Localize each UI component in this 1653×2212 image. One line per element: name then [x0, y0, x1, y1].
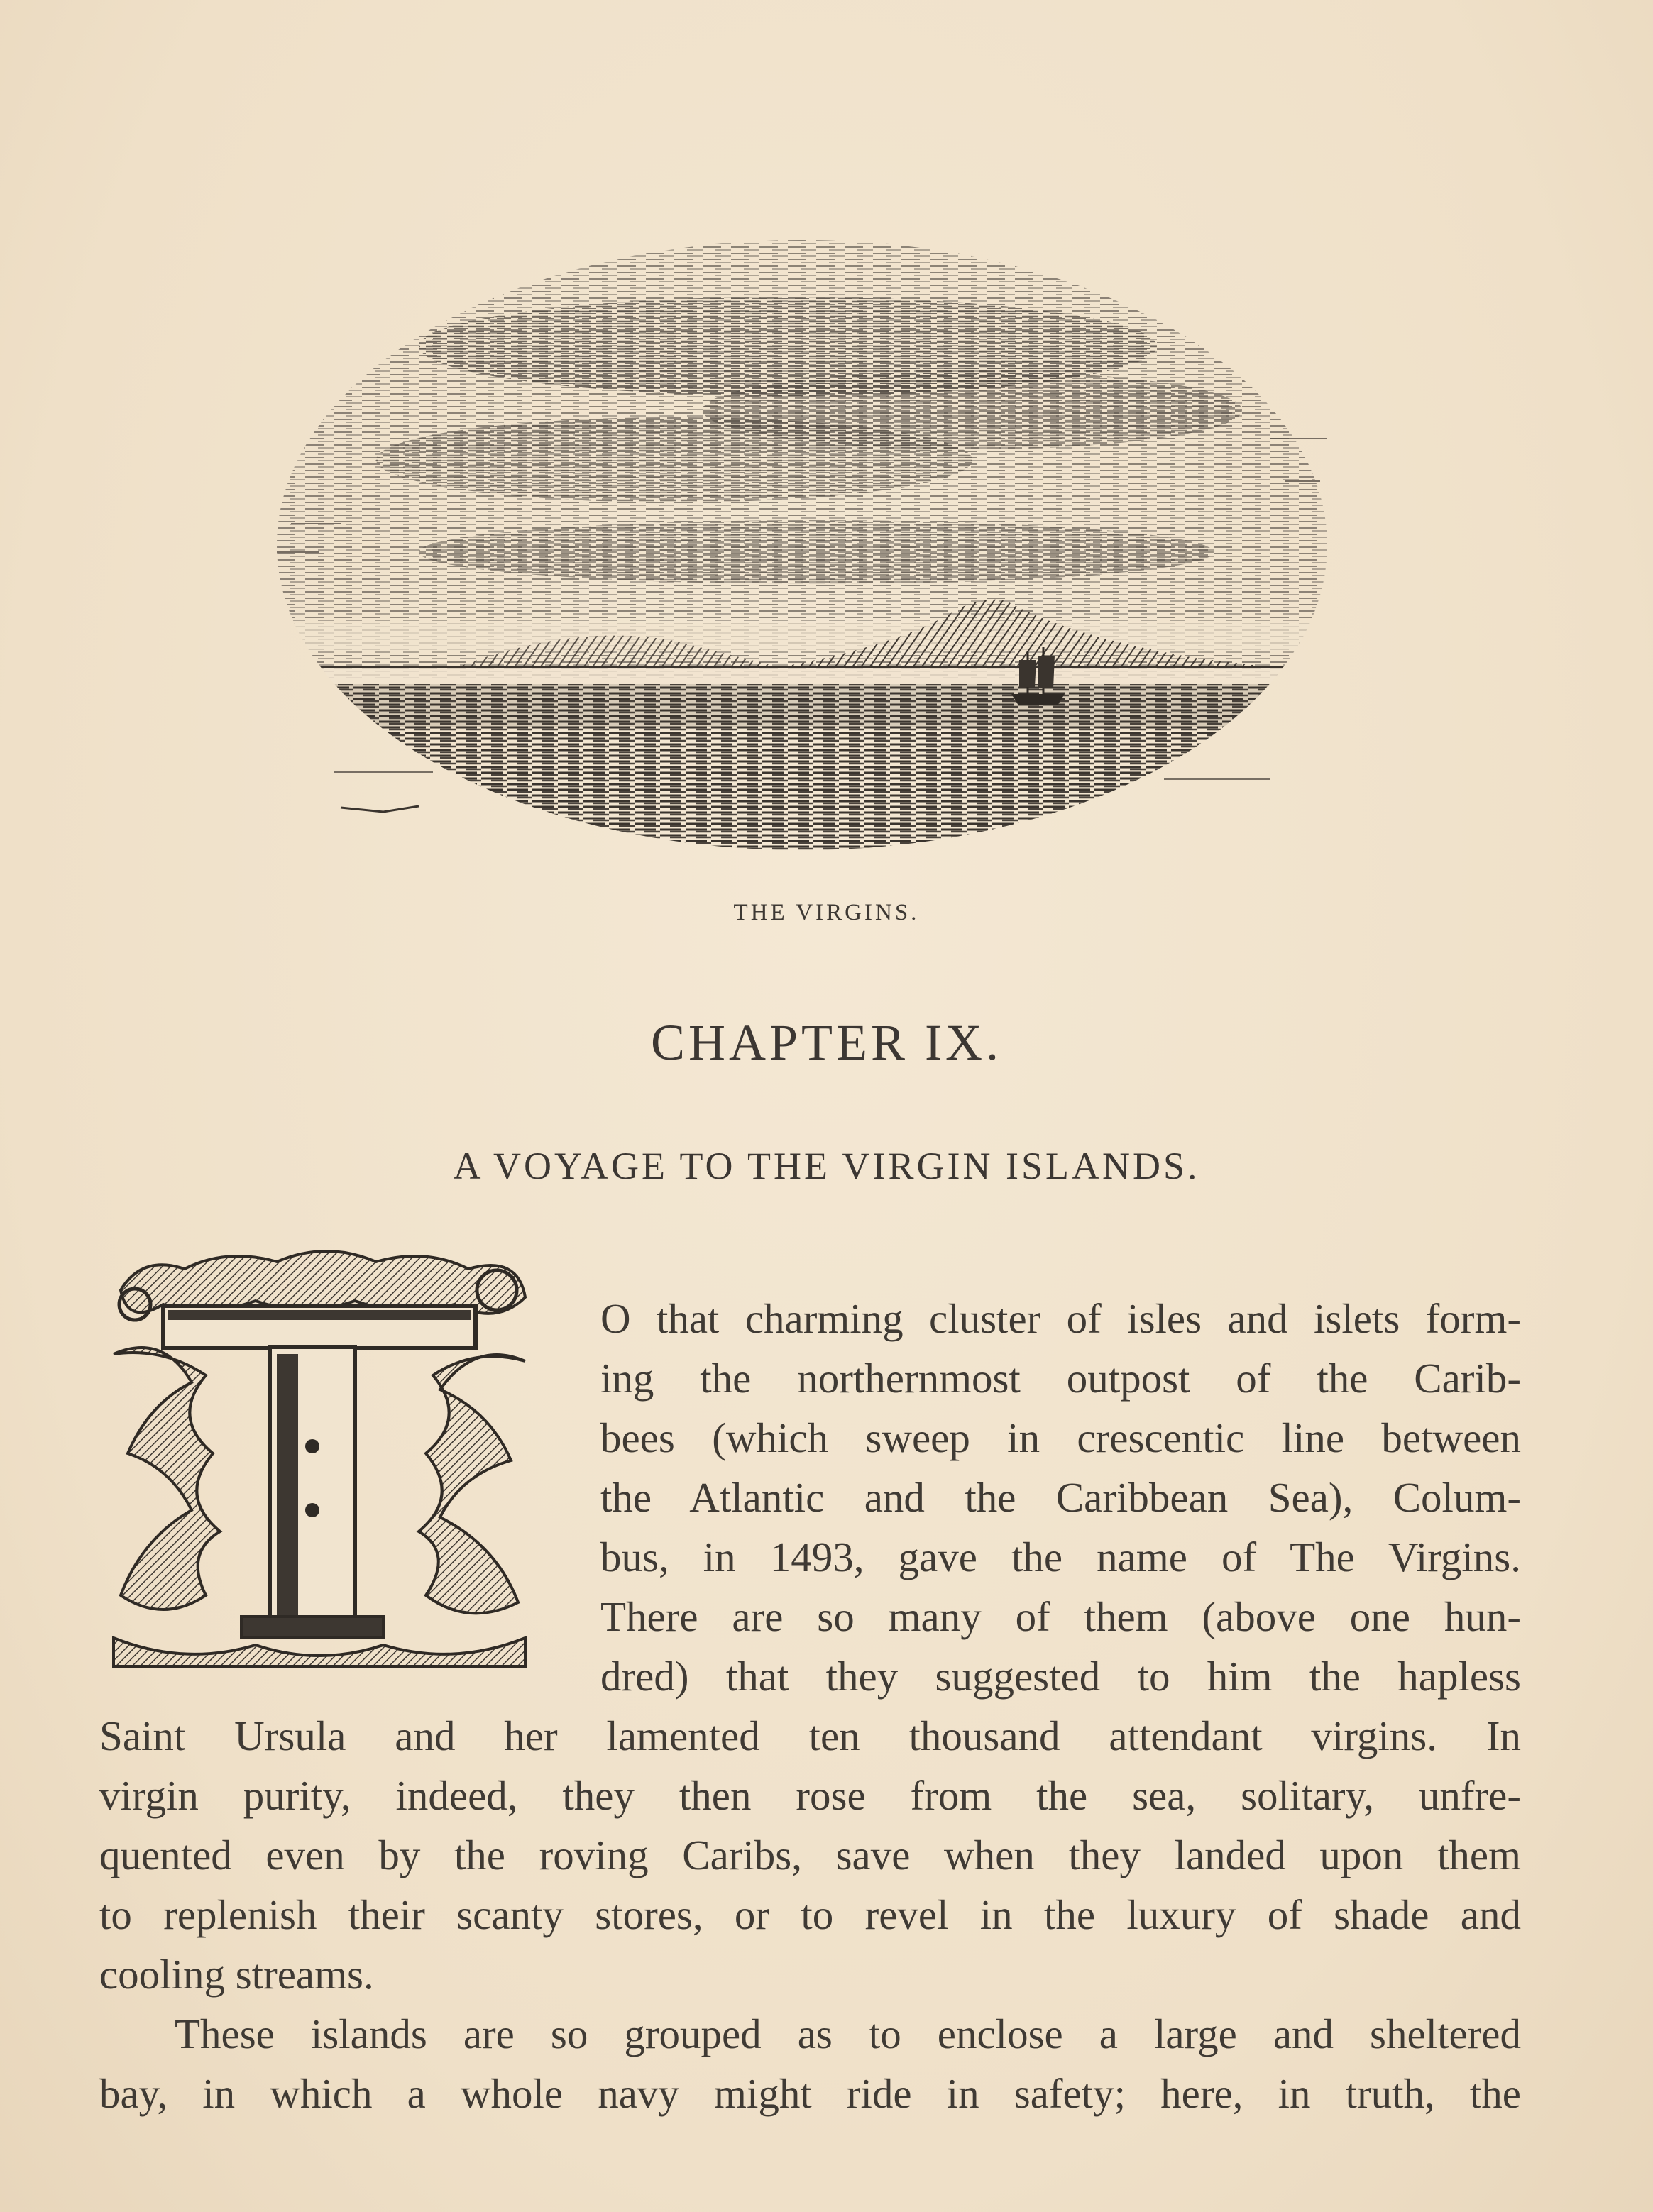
paragraph-1-line-10: quented even by the roving Caribs, save when they landed upon them [99, 1832, 1521, 1878]
paragraph-1-line-9: virgin purity, indeed, they then rose from the sea, solitary, unfre- [99, 1772, 1521, 1819]
paragraph-1-line-1: O that charming cluster of isles and islets form- [600, 1295, 1521, 1342]
chapter-title: A VOYAGE TO THE VIRGIN ISLANDS. [453, 1145, 1200, 1187]
paragraph-1-line-2: ing the northernmost outpost of the Carib- [600, 1355, 1521, 1402]
paragraph-1-line-3: bees (which sweep in crescentic line between [600, 1414, 1521, 1461]
virgins-engraving-illustration [277, 226, 1327, 857]
paragraph-1-line-5: bus, in 1493, gave the name of The Virgins. [600, 1534, 1521, 1580]
paragraph-1-line-6: There are so many of them (above one hun- [600, 1593, 1521, 1640]
paragraph-2-line-1: These islands are so grouped as to enclose a large and sheltered [175, 2010, 1521, 2057]
paragraph-1-line-4: the Atlantic and the Caribbean Sea), Colum- [600, 1474, 1521, 1521]
chapter-heading: CHAPTER IX. [650, 1014, 1002, 1071]
ornamental-drop-cap-icon [99, 1240, 539, 1673]
illustration-caption: THE VIRGINS. [733, 900, 920, 925]
paragraph-1-line-8: Saint Ursula and her lamented ten thousand attendant virgins. In [99, 1712, 1521, 1759]
paragraph-1-line-7: dred) that they suggested to him the hapless [600, 1653, 1521, 1700]
engraver-signature-mark [341, 806, 419, 812]
paragraph-2-line-2: bay, in which a whole navy might ride in safety; here, in truth, the [99, 2070, 1521, 2117]
paragraph-1-line-12: cooling streams. [99, 1951, 374, 1998]
paragraph-1-line-11: to replenish their scanty stores, or to revel in the luxury of shade and [99, 1891, 1521, 1938]
